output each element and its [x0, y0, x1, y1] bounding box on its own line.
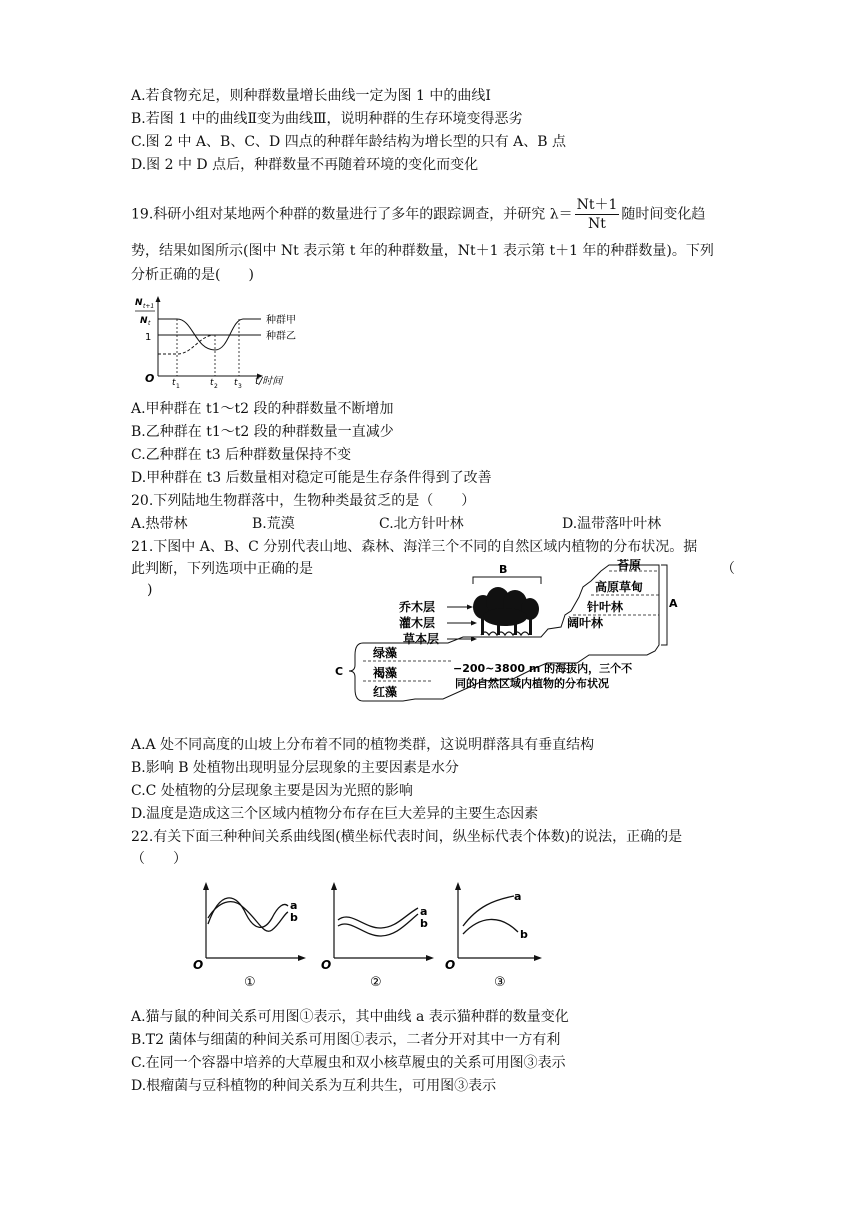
panel-label-3: ③: [494, 975, 506, 990]
x-axis-label: t/时间: [255, 376, 283, 387]
label-c: C: [335, 665, 344, 678]
q19-stem-line2: 势，结果如图所示(图中 Nt 表示第 t 年的种群数量，Nt＋1 表示第 t＋1 年的种群数量)。下列: [131, 243, 714, 259]
q19-option-a: A.甲种群在 t1～t2 段的种群数量不断增加: [131, 401, 394, 417]
x-tick-t2: t: [210, 378, 214, 388]
layer-alpine-meadow: 高原草甸: [595, 580, 644, 594]
layer-herb: 草本层: [403, 632, 440, 646]
fraction-denominator: Nt: [588, 216, 606, 232]
label-b: B: [499, 563, 508, 576]
q22-option-d: D.根瘤菌与豆科植物的种间关系为互利共生，可用图③表示: [131, 1078, 497, 1094]
q22-option-a: A.猫与鼠的种间关系可用图①表示，其中曲线 a 表示猫种群的数量变化: [131, 1009, 569, 1025]
layer-red-algae: 红藻: [373, 685, 398, 699]
q20-stem: 20.下列陆地生物群落中，生物种类最贫乏的是（ ）: [131, 493, 476, 509]
panel-2: [321, 882, 434, 990]
q20-option-c: C.北方针叶林: [379, 516, 464, 532]
q19-option-c: C.乙种群在 t3 后种群数量保持不变: [131, 447, 352, 463]
legend-species-yi: 种群乙: [266, 331, 296, 342]
x-tick-t1-sub: 1: [176, 383, 180, 390]
panel1-label-a: a: [290, 899, 298, 912]
q20-option-b: B.荒漠: [252, 516, 295, 532]
y-label-num-sub: t+1: [143, 303, 155, 310]
q20-option-a: A.热带林: [131, 516, 188, 532]
panel-label-2: ②: [370, 975, 382, 990]
q21-stem-line2: 此判断，下列选项中正确的是: [131, 561, 313, 577]
y-label-num: N: [135, 298, 143, 308]
label-a: A: [669, 597, 678, 610]
q21-option-d: D.温度是造成这三个区域内植物分布存在巨大差异的主要生态因素: [131, 806, 539, 822]
layer-green-algae: 绿藻: [373, 646, 398, 660]
q22-stem-line1: 22.有关下面三种种间关系曲线图(横坐标代表时间，纵坐标代表个体数)的说法，正确的是: [131, 829, 683, 845]
q18-option-c: C.图 2 中 A、B、C、D 四点的种群年龄结构为增长型的只有 A、B 点: [131, 134, 567, 150]
q19-option-b: B.乙种群在 t1～t2 段的种群数量一直减少: [131, 424, 394, 440]
q22-option-b: B.T2 菌体与细菌的种间关系可用图①表示，二者分开对其中一方有利: [131, 1032, 561, 1048]
q19-option-d: D.甲种群在 t3 后数量相对稳定可能是生存条件得到了改善: [131, 470, 492, 486]
q19-stem-part1: 19.科研小组对某地两个种群的数量进行了多年的跟踪调查，并研究 λ＝: [131, 206, 573, 223]
q21-option-a: A.A 处不同高度的山坡上分布着不同的植物类群，这说明群落具有垂直结构: [131, 737, 595, 753]
legend-species-jia: 种群甲: [266, 315, 296, 326]
x-tick-t2-sub: 2: [214, 383, 218, 390]
q21-paren-open: （: [721, 561, 735, 577]
q18-option-a: A.若食物充足，则种群数量增长曲线一定为图 1 中的曲线Ⅰ: [131, 88, 491, 104]
q18-option-b: B.若图 1 中的曲线Ⅱ变为曲线Ⅲ，说明种群的生存环境变得恶劣: [131, 111, 523, 127]
figure-caption-line1: −200~3800 m 的海拔内，三个不: [453, 662, 633, 675]
panel3-label-a: a: [514, 890, 522, 903]
q22-figure: [188, 876, 548, 991]
q20-option-d: D.温带落叶叶林: [562, 516, 662, 532]
y-label-den-sub: t: [148, 320, 151, 327]
q19-stem-line1: [131, 196, 705, 233]
layer-arbor: 乔木层: [399, 600, 436, 614]
forest-trees-icon: [473, 587, 539, 635]
q22-option-c: C.在同一个容器中培养的大草履虫和双小核草履虫的关系可用图③表示: [131, 1055, 566, 1071]
panel-label-1: ①: [244, 975, 256, 990]
figure-caption-line2: 同的自然区域内植物的分布状况: [455, 677, 609, 690]
layer-shrub: 灌木层: [399, 616, 436, 630]
q19-stem-part2: 随时间变化趋: [621, 206, 706, 223]
q18-option-d: D.图 2 中 D 点后，种群数量不再随着环境的变化而变化: [131, 157, 479, 173]
y-label-den: N: [140, 316, 148, 326]
q21-figure: [333, 559, 683, 704]
q21-option-c: C.C 处植物的分层现象主要是因为光照的影响: [131, 783, 413, 799]
x-tick-t3: t: [234, 378, 238, 388]
x-tick-t1: t: [172, 378, 176, 388]
layer-broadleaf: 阔叶林: [567, 616, 604, 630]
q21-paren-close: ): [147, 582, 153, 598]
q22-stem-line2: （ ）: [131, 851, 187, 867]
layer-brown-algae: 褐藻: [373, 666, 398, 680]
panel3-label-b: b: [520, 928, 528, 941]
panel2-label-a: a: [420, 905, 428, 918]
panel-1: [193, 882, 306, 990]
q21-option-b: B.影响 B 处植物出现明显分层现象的主要因素是水分: [131, 760, 459, 776]
origin-label: O: [145, 372, 155, 385]
fraction-numerator: Nt＋1: [576, 197, 618, 213]
q19-figure: [131, 292, 321, 390]
panel-3: [445, 882, 542, 990]
panel1-origin: O: [193, 958, 204, 972]
panel2-origin: O: [321, 958, 332, 972]
x-tick-t3-sub: 3: [238, 383, 242, 390]
panel2-label-b: b: [420, 917, 428, 930]
q21-stem-line1: 21.下图中 A、B、C 分别代表山地、森林、海洋三个不同的自然区域内植物的分布状况。据: [131, 539, 698, 555]
y-tick-1: 1: [145, 332, 152, 343]
lambda-fraction: [575, 196, 620, 233]
layer-tundra: 苔原: [617, 559, 642, 572]
panel1-label-b: b: [290, 911, 298, 924]
panel3-origin: O: [445, 958, 456, 972]
q19-stem-line3: 分析正确的是( ): [131, 267, 254, 283]
layer-conifer: 针叶林: [587, 600, 624, 614]
